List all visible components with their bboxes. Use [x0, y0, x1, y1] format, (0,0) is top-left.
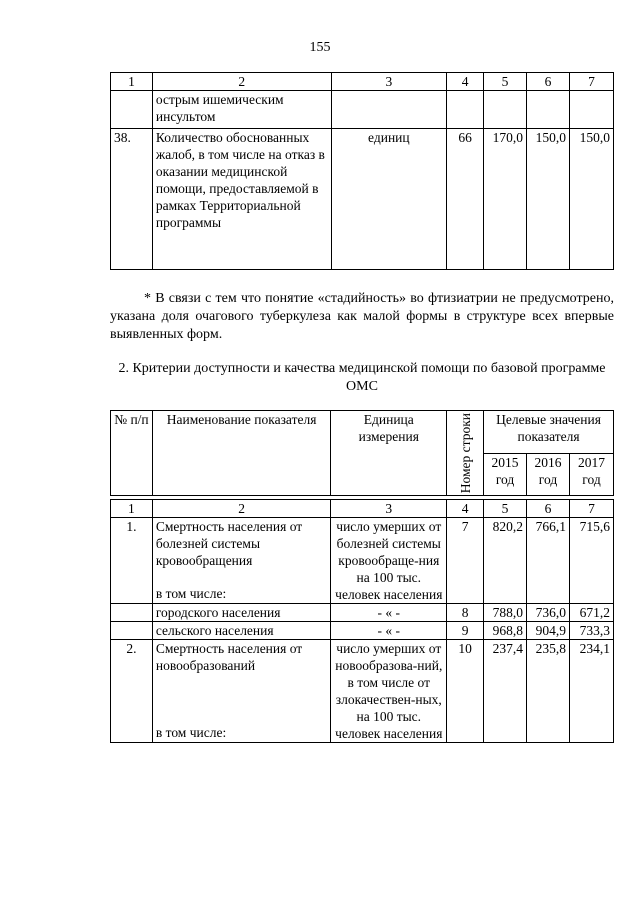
indicator-name: Смертность населения от болезней системы кровообращения в том числе: — [152, 518, 331, 604]
indicator-name: городского населения — [152, 604, 331, 622]
line-number: 8 — [447, 604, 484, 622]
header-name: Наименование показателя — [152, 411, 331, 496]
col-index: 5 — [484, 73, 527, 91]
table-row — [111, 518, 614, 604]
col-index: 6 — [527, 73, 570, 91]
line-number: 9 — [447, 622, 484, 640]
value-2017: 715,6 — [569, 518, 613, 604]
col-index: 3 — [331, 500, 447, 518]
table-row — [111, 622, 614, 640]
table-header-row — [111, 73, 614, 91]
col-index: 1 — [111, 500, 153, 518]
section-title: 2. Критерии доступности и качества медицинской помощи по базовой программе ОМС — [118, 361, 606, 394]
table-row — [111, 129, 614, 270]
unit: число умерших от болезней системы кровообраще-ния на 100 тыс. человек населения — [331, 518, 447, 604]
line-number: 66 — [447, 129, 484, 270]
header-year-2016: 2016 год — [527, 453, 570, 496]
value-2016: 150,0 — [527, 129, 570, 270]
value-2015: 170,0 — [484, 129, 527, 270]
indicator-name: Смертность населения от новообразований в том числе: — [152, 640, 331, 743]
row-number: 38. — [111, 129, 153, 270]
sub-label: в том числе: — [155, 725, 227, 741]
table-row — [111, 91, 614, 129]
line-number: 7 — [447, 518, 484, 604]
unit: - « - — [331, 604, 447, 622]
header-num: № п/п — [111, 411, 153, 496]
table-continuation — [110, 72, 614, 270]
table-header-row — [111, 411, 614, 454]
header-targets: Целевые значения показателя — [484, 411, 614, 454]
row-number: 2. — [111, 640, 153, 743]
unit: - « - — [331, 622, 447, 640]
col-index: 1 — [111, 73, 153, 91]
table-row — [111, 640, 614, 743]
value-2016: 736,0 — [527, 604, 570, 622]
footnote: * В связи с тем что понятие «стадийность» во фтизиатрии не предусмотрено, указана доля очагового туберкулеза как малой формы в структуре всех впервые выявленных форм. — [110, 291, 614, 342]
sub-label: в том числе: — [155, 586, 227, 602]
value-2017: 150,0 — [570, 129, 614, 270]
col-index: 4 — [447, 73, 484, 91]
row-number: 1. — [111, 518, 153, 604]
value-2016: 904,9 — [527, 622, 570, 640]
value-2016: 235,8 — [527, 640, 570, 743]
indicator-name: Количество обоснованных жалоб, в том числе на отказ в оказании медицинской помощи, предоставляемой в рамках Территориальной программы — [152, 129, 331, 270]
col-index: 5 — [484, 500, 527, 518]
value-2016: 766,1 — [527, 518, 570, 604]
unit: число умерших от новообразова-ний, в том числе от злокачествен-ных, на 100 тыс. человек населения — [331, 640, 447, 743]
header-year-2017: 2017 год — [569, 453, 613, 496]
value-2015: 820,2 — [484, 518, 527, 604]
col-index: 6 — [527, 500, 570, 518]
col-index: 3 — [331, 73, 447, 91]
unit: единиц — [331, 129, 447, 270]
page-number: 155 — [309, 40, 331, 55]
value-2017: 234,1 — [569, 640, 613, 743]
value-2015: 788,0 — [484, 604, 527, 622]
indicator-name: острым ишемическим инсультом — [152, 91, 331, 129]
col-index: 4 — [447, 500, 484, 518]
value-2015: 968,8 — [484, 622, 527, 640]
col-index: 7 — [569, 500, 613, 518]
col-index: 2 — [152, 73, 331, 91]
value-2017: 733,3 — [569, 622, 613, 640]
header-unit: Единица измерения — [331, 411, 447, 496]
col-index: 7 — [570, 73, 614, 91]
indicator-name: сельского населения — [152, 622, 331, 640]
line-number: 10 — [447, 640, 484, 743]
table-index-row — [111, 500, 614, 518]
header-year-2015: 2015 год — [484, 453, 527, 496]
value-2017: 671,2 — [569, 604, 613, 622]
table-row — [111, 604, 614, 622]
value-2015: 237,4 — [484, 640, 527, 743]
col-index: 2 — [152, 500, 331, 518]
header-line: Номер строки — [447, 411, 484, 496]
criteria-table — [110, 410, 614, 743]
